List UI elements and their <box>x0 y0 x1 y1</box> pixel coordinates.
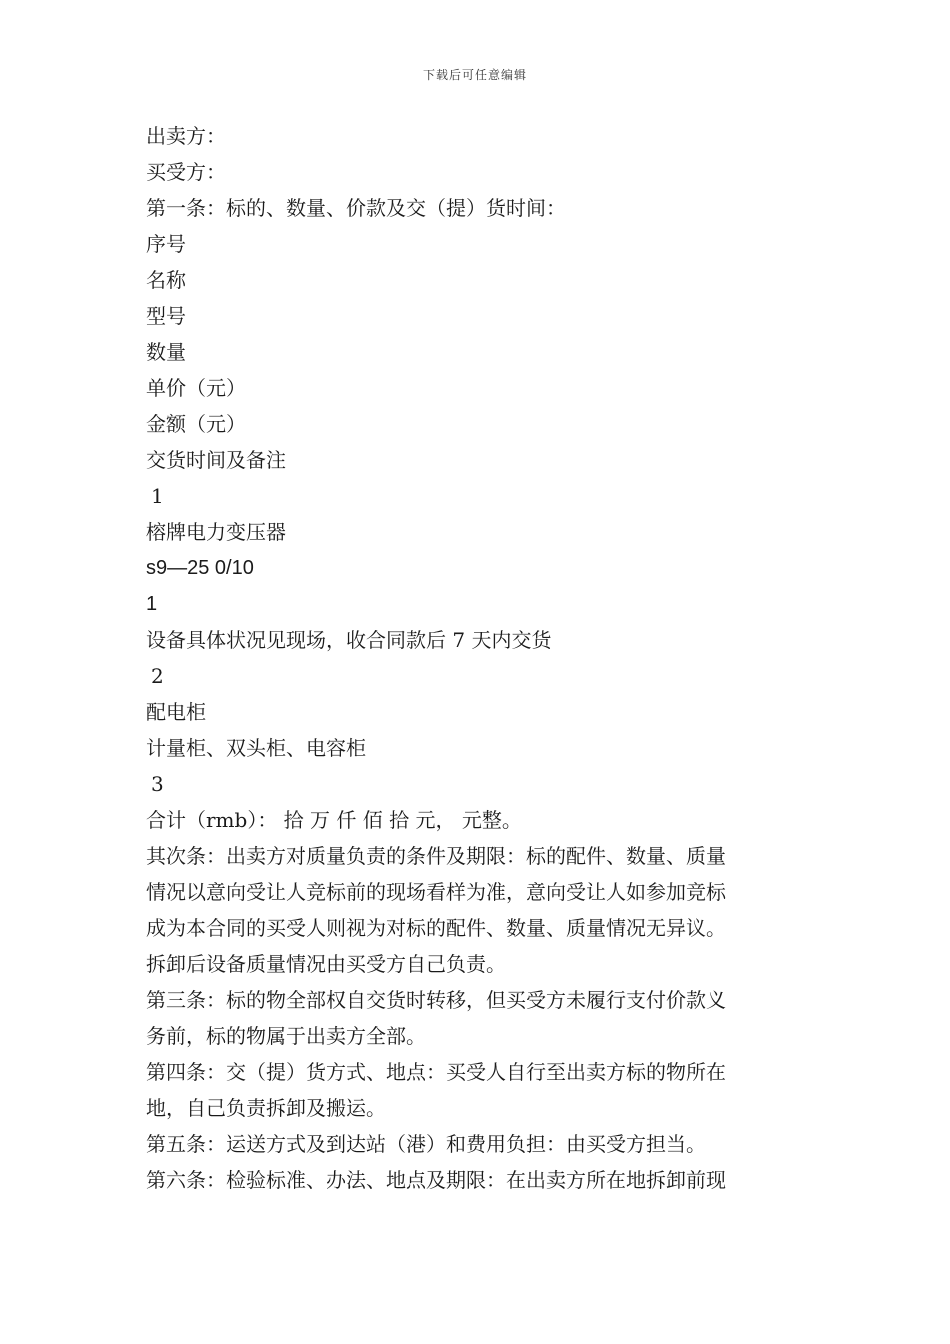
row-2-model: 计量柜、双头柜、电容柜 <box>146 736 366 760</box>
article-4-line-2: 地，自己负责拆卸及搬运。 <box>146 1096 386 1120</box>
article-2-line-4: 拆卸后设备质量情况由买受方自己负责。 <box>146 952 506 976</box>
row-2-serial: 2 <box>151 664 164 688</box>
seller-line: 出卖方： <box>146 124 226 148</box>
row-1-name: 榕牌电力变压器 <box>146 520 286 544</box>
table-header-amount: 金额（元） <box>146 412 246 436</box>
total-line: 合计（rmb）： 拾 万 仟 佰 拾 元， 元整。 <box>146 808 522 832</box>
row-1-quantity: 1 <box>146 593 158 615</box>
buyer-line: 买受方： <box>146 160 226 184</box>
row-2-name: 配电柜 <box>146 700 206 724</box>
table-header-model: 型号 <box>146 304 186 328</box>
article-3-line-2: 务前，标的物属于出卖方全部。 <box>146 1024 426 1048</box>
table-header-serial: 序号 <box>146 232 186 256</box>
article-2-line-2: 情况以意向受让人竞标前的现场看样为准，意向受让人如参加竞标 <box>146 880 726 904</box>
article-2-line-1: 其次条：出卖方对质量负责的条件及期限：标的配件、数量、质量 <box>146 844 726 868</box>
article-1-heading: 第一条：标的、数量、价款及交（提）货时间： <box>146 196 566 220</box>
article-6-line-1: 第六条：检验标准、办法、地点及期限：在出卖方所在地拆卸前现 <box>146 1168 726 1192</box>
table-header-unit-price: 单价（元） <box>146 376 246 400</box>
document-body <box>146 118 818 1198</box>
article-4-line-1: 第四条：交（提）货方式、地点：买受人自行至出卖方标的物所在 <box>146 1060 726 1084</box>
article-5-line: 第五条：运送方式及到达站（港）和费用负担：由买受方担当。 <box>146 1132 706 1156</box>
table-header-quantity: 数量 <box>146 340 186 364</box>
page-header-note: 下载后可任意编辑 <box>422 68 527 82</box>
article-3-line-1: 第三条：标的物全部权自交货时转移，但买受方未履行支付价款义 <box>146 988 726 1012</box>
table-header-delivery-notes: 交货时间及备注 <box>146 448 286 472</box>
row-1-serial: 1 <box>151 484 164 508</box>
table-header-name: 名称 <box>146 268 186 292</box>
row-3-serial: 3 <box>151 772 164 796</box>
row-1-model: s9—25 0/10 <box>146 557 254 579</box>
article-2-line-3: 成为本合同的买受人则视为对标的配件、数量、质量情况无异议。 <box>146 916 726 940</box>
row-1-delivery-notes: 设备具体状况见现场，收合同款后 7 天内交货 <box>146 628 552 652</box>
